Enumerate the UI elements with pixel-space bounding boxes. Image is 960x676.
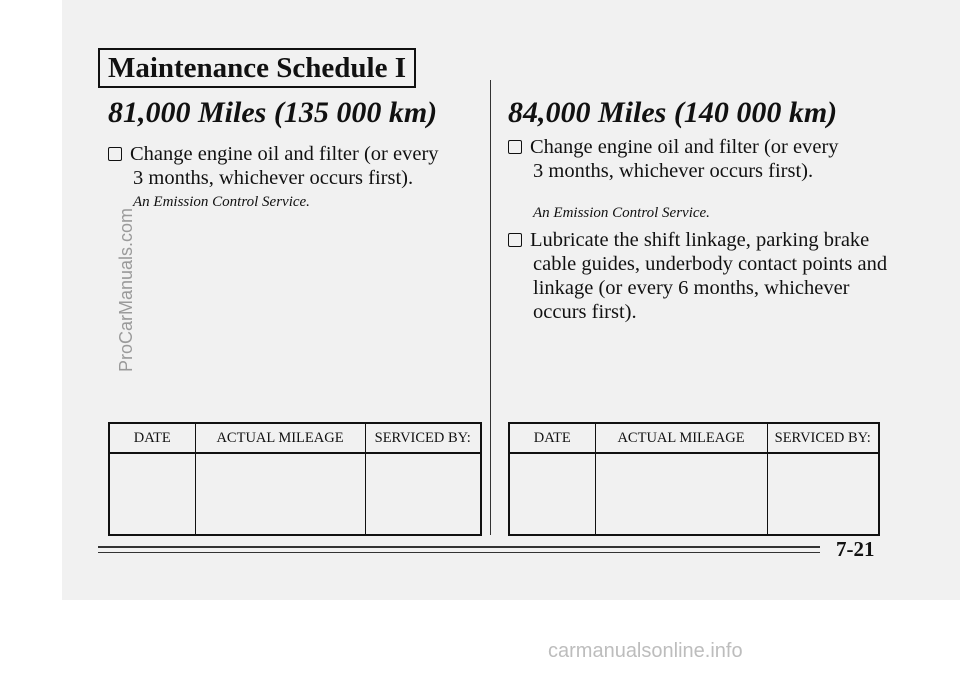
left-service-log-table: [108, 422, 482, 536]
side-watermark: ProCarManuals.com: [116, 207, 136, 372]
table-header-row: [109, 423, 481, 453]
checkbox-icon[interactable]: [508, 140, 522, 154]
serviced-by-header: SERVICED BY:: [365, 423, 481, 453]
item-text-line: cable guides, underbody contact points and: [533, 253, 888, 275]
right-emission-note: An Emission Control Service.: [533, 205, 710, 221]
item-text-line: Change engine oil and filter (or every: [530, 136, 839, 158]
mileage-cell[interactable]: [595, 453, 767, 535]
right-item-lubricate: [508, 228, 887, 324]
date-cell[interactable]: [109, 453, 195, 535]
date-cell[interactable]: [509, 453, 595, 535]
date-header: DATE: [509, 423, 595, 453]
checkbox-icon[interactable]: [108, 147, 122, 161]
footer-rule: [98, 546, 820, 548]
serviced-by-header: SERVICED BY:: [767, 423, 879, 453]
left-item-oil: [108, 142, 439, 190]
column-divider: [490, 80, 491, 535]
item-text-line: linkage (or every 6 months, whichever: [533, 277, 850, 299]
mileage-cell[interactable]: [195, 453, 365, 535]
date-header: DATE: [109, 423, 195, 453]
item-text-line: 3 months, whichever occurs first).: [133, 167, 414, 189]
serviced-by-cell[interactable]: [767, 453, 879, 535]
item-text-line: Change engine oil and filter (or every: [130, 143, 439, 165]
table-row: [109, 453, 481, 535]
left-interval-title: 81,000 Miles (135 000 km): [108, 96, 438, 129]
table-header-row: [509, 423, 879, 453]
item-text-line: Lubricate the shift linkage, parking brake: [530, 229, 870, 251]
page-number: 7-21: [836, 537, 875, 561]
bottom-watermark: carmanualsonline.info: [548, 640, 743, 662]
table-row: [509, 453, 879, 535]
item-text-line: 3 months, whichever occurs first).: [533, 160, 814, 182]
checkbox-icon[interactable]: [508, 233, 522, 247]
item-text-line: occurs first).: [533, 301, 637, 323]
mileage-header: ACTUAL MILEAGE: [595, 423, 767, 453]
footer-rule-thin: [98, 552, 820, 553]
schedule-title: Maintenance Schedule I: [98, 48, 416, 88]
right-service-log-table: [508, 422, 880, 536]
mileage-header: ACTUAL MILEAGE: [195, 423, 365, 453]
serviced-by-cell[interactable]: [365, 453, 481, 535]
right-interval-title: 84,000 Miles (140 000 km): [508, 96, 838, 129]
right-item-oil: [508, 135, 839, 183]
left-emission-note: An Emission Control Service.: [133, 194, 310, 210]
